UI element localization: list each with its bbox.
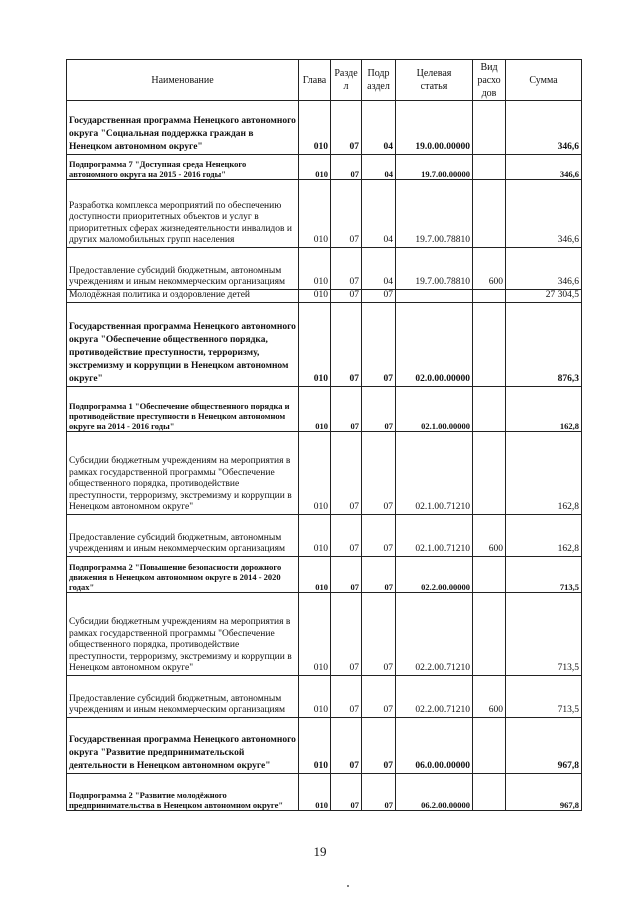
row-section: 07 (331, 155, 362, 180)
row-sum: 162,8 (506, 387, 582, 432)
header-section: Разде л (331, 60, 362, 101)
table-row (67, 248, 582, 290)
table-row (67, 432, 582, 515)
row-chapter: 010 (299, 303, 331, 387)
table-row (67, 387, 582, 432)
row-subsection: 04 (362, 155, 396, 180)
row-subsection: 07 (362, 593, 396, 676)
row-chapter: 010 (299, 290, 331, 303)
row-section: 07 (331, 432, 362, 515)
row-subsection: 04 (362, 101, 396, 155)
row-type (473, 557, 506, 593)
row-section: 07 (331, 557, 362, 593)
row-name: Предоставление субсидий бюджетным, автономным учреждениям и иным некоммерческим организациям (67, 248, 299, 290)
row-type: 600 (473, 676, 506, 718)
row-name: Молодёжная политика и оздоровление детей (67, 290, 299, 303)
row-name: Подпрограмма 1 "Обеспечение общественного порядка и противодействие преступности в Ненецком автономном округе на 2014 - 2016 годы" (67, 387, 299, 432)
row-section: 07 (331, 593, 362, 676)
page-number: 19 (313, 844, 327, 859)
row-target: 19.7.00.78810 (396, 180, 473, 248)
row-target: 19.7.00.78810 (396, 248, 473, 290)
header-chapter: Глава (299, 60, 331, 101)
row-chapter: 010 (299, 676, 331, 718)
row-target: 02.2.00.71210 (396, 593, 473, 676)
row-chapter: 010 (299, 515, 331, 557)
row-target (396, 290, 473, 303)
row-chapter: 010 (299, 248, 331, 290)
row-sum: 876,3 (506, 303, 582, 387)
table-row (67, 774, 582, 811)
row-section: 07 (331, 515, 362, 557)
table-row (67, 180, 582, 248)
row-target: 19.7.00.00000 (396, 155, 473, 180)
row-target: 06.0.00.00000 (396, 718, 473, 774)
row-subsection: 07 (362, 676, 396, 718)
row-target: 06.2.00.00000 (396, 774, 473, 811)
row-subsection: 07 (362, 303, 396, 387)
row-target: 02.1.00.00000 (396, 387, 473, 432)
row-target: 02.1.00.71210 (396, 432, 473, 515)
row-sum: 967,8 (506, 718, 582, 774)
row-section: 07 (331, 718, 362, 774)
table-row (67, 515, 582, 557)
row-chapter: 010 (299, 774, 331, 811)
header-name: Наименование (67, 60, 299, 101)
row-name: Подпрограмма 7 "Доступная среда Ненецкого автономного округа на 2015 - 2016 годы" (67, 155, 299, 180)
row-name: Государственная программа Ненецкого автономного округа "Обеспечение общественного порядка, противодействие преступности, терроризму, экстремизму и коррупции в Ненецком автономном округе" (67, 303, 299, 387)
table-row (67, 718, 582, 774)
budget-table (66, 59, 582, 811)
header-expense-type: Вид расхо дов (473, 60, 506, 101)
row-name: Подпрограмма 2 "Развитие молодёжного предпринимательства в Ненецком автономном округе" (67, 774, 299, 811)
row-name: Государственная программа Ненецкого автономного округа "Развитие предпринимательской деятельности в Ненецком автономном округе" (67, 718, 299, 774)
row-type (473, 593, 506, 676)
row-subsection: 04 (362, 180, 396, 248)
row-sum: 346,6 (506, 248, 582, 290)
row-name: Субсидии бюджетным учреждениям на мероприятия в рамках государственной программы "Обеспечение общественного порядка, противодействие преступности, терроризму, экстремизму и коррупции в Ненецком автономном округе" (67, 593, 299, 676)
row-subsection: 07 (362, 290, 396, 303)
table-row (67, 101, 582, 155)
header-target: Целевая статья (396, 60, 473, 101)
row-section: 07 (331, 774, 362, 811)
row-subsection: 07 (362, 718, 396, 774)
table-row (67, 303, 582, 387)
table-row (67, 155, 582, 180)
row-section: 07 (331, 248, 362, 290)
row-name: Субсидии бюджетным учреждениям на мероприятия в рамках государственной программы "Обеспечение общественного порядка, противодействие преступности, терроризму, экстремизму и коррупции в Ненецком автономном округе" (67, 432, 299, 515)
row-sum: 162,8 (506, 432, 582, 515)
row-sum: 713,5 (506, 557, 582, 593)
row-sum: 162,8 (506, 515, 582, 557)
row-name: Предоставление субсидий бюджетным, автономным учреждениям и иным некоммерческим организациям (67, 515, 299, 557)
row-sum: 346,6 (506, 155, 582, 180)
row-section: 07 (331, 101, 362, 155)
table-header-row (67, 60, 582, 101)
row-chapter: 010 (299, 557, 331, 593)
row-chapter: 010 (299, 387, 331, 432)
header-subsection: Подр аздел (362, 60, 396, 101)
row-chapter: 010 (299, 718, 331, 774)
table-row (67, 593, 582, 676)
row-type (473, 101, 506, 155)
row-section: 07 (331, 676, 362, 718)
row-section: 07 (331, 180, 362, 248)
row-type (473, 774, 506, 811)
row-subsection: 07 (362, 557, 396, 593)
row-target: 02.2.00.71210 (396, 676, 473, 718)
row-target: 19.0.00.00000 (396, 101, 473, 155)
row-chapter: 010 (299, 101, 331, 155)
row-subsection: 04 (362, 248, 396, 290)
row-sum: 27 304,5 (506, 290, 582, 303)
row-target: 02.0.00.00000 (396, 303, 473, 387)
table-row (67, 290, 582, 303)
row-sum: 346,6 (506, 101, 582, 155)
row-name: Предоставление субсидий бюджетным, автономным учреждениям и иным некоммерческим организациям (67, 676, 299, 718)
table-row (67, 557, 582, 593)
row-chapter: 010 (299, 155, 331, 180)
table-row (67, 676, 582, 718)
row-target: 02.1.00.71210 (396, 515, 473, 557)
row-target: 02.2.00.00000 (396, 557, 473, 593)
row-chapter: 010 (299, 180, 331, 248)
row-chapter: 010 (299, 432, 331, 515)
row-name: Разработка комплекса мероприятий по обеспечению доступности приоритетных объектов и услуг в приоритетных сферах жизнедеятельности инвалидов и других маломобильных групп населения (67, 180, 299, 248)
row-section: 07 (331, 290, 362, 303)
row-sum: 713,5 (506, 593, 582, 676)
row-subsection: 07 (362, 515, 396, 557)
row-section: 07 (331, 303, 362, 387)
row-sum: 346,6 (506, 180, 582, 248)
row-name: Государственная программа Ненецкого автономного округа "Социальная поддержка граждан в Ненецком автономном округе" (67, 101, 299, 155)
row-type (473, 290, 506, 303)
row-subsection: 07 (362, 774, 396, 811)
row-sum: 713,5 (506, 676, 582, 718)
row-type: 600 (473, 248, 506, 290)
row-chapter: 010 (299, 593, 331, 676)
row-name: Подпрограмма 2 "Повышение безопасности дорожного движения в Ненецком автономном округе в 2014 - 2020 годах" (67, 557, 299, 593)
row-type (473, 303, 506, 387)
row-type (473, 180, 506, 248)
header-sum: Сумма (506, 60, 582, 101)
row-type: 600 (473, 515, 506, 557)
row-type (473, 432, 506, 515)
row-subsection: 07 (362, 387, 396, 432)
scan-dot (347, 885, 349, 887)
row-sum: 967,8 (506, 774, 582, 811)
row-subsection: 07 (362, 432, 396, 515)
row-type (473, 387, 506, 432)
row-section: 07 (331, 387, 362, 432)
row-type (473, 718, 506, 774)
row-type (473, 155, 506, 180)
